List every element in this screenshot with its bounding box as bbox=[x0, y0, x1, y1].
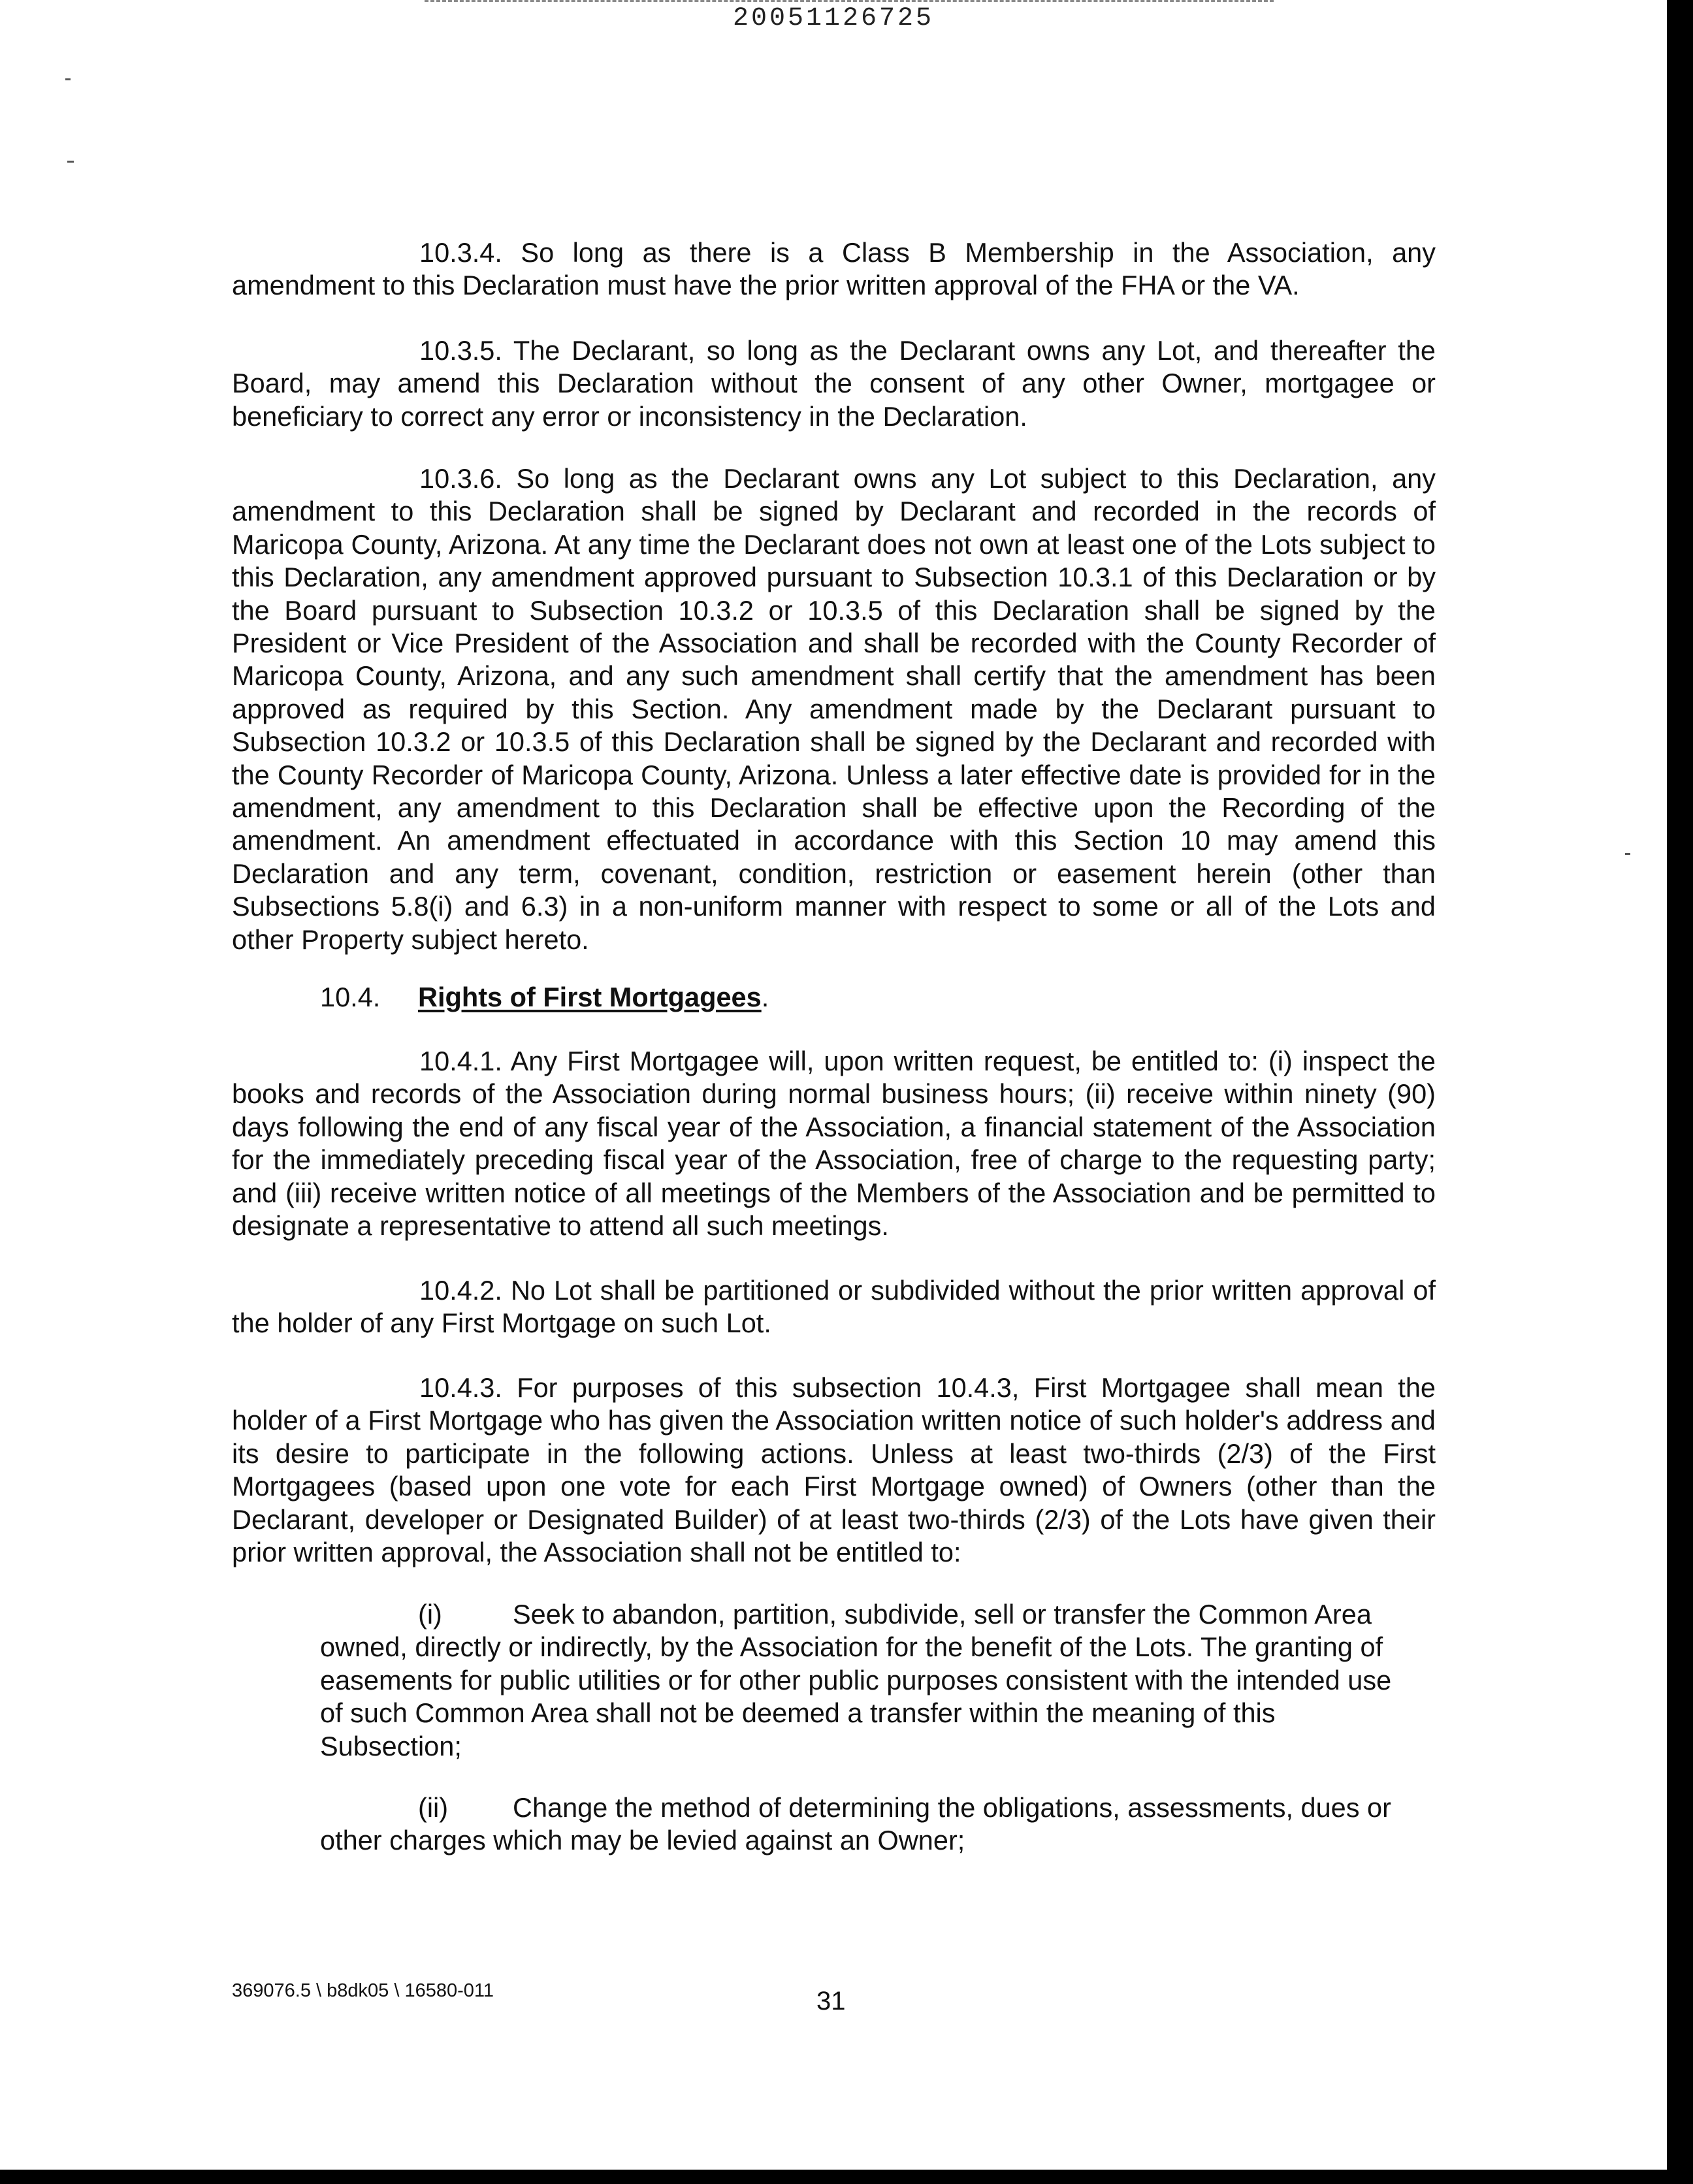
scan-edge-bottom bbox=[0, 2170, 1693, 2184]
section-heading-trailing: . bbox=[761, 982, 769, 1012]
scan-edge-right bbox=[1667, 0, 1693, 2184]
subitem-ii-label: (ii) bbox=[418, 1792, 449, 1823]
page-number: 31 bbox=[816, 1987, 846, 2015]
paragraph-10-4-2: 10.4.2. No Lot shall be partitioned or subdivided without the prior written approval of the holder of any First Mortgage on such Lot. bbox=[232, 1275, 1436, 1339]
subitem-i bbox=[320, 1598, 1414, 1763]
paragraph-10-4-1: 10.4.1. Any First Mortgagee will, upon written request, be entitled to: (i) inspect the books and records of the Association during normal business hours; (ii) receive within ninety (90) days following the end of any fiscal year of the Association, a financial statement of the Association for the immediately preceding fiscal year of the Association, free of charge to the requesting party; and (iii) receive written notice of all meetings of the Members of the Association and be permitted to designate a representative to attend all such meetings. bbox=[232, 1046, 1436, 1242]
footer-document-id: 369076.5 \ b8dk05 \ 16580-011 bbox=[232, 1980, 494, 2001]
subitem-ii bbox=[320, 1791, 1414, 1857]
scan-speck bbox=[1625, 853, 1630, 855]
recording-number: 20051126725 bbox=[732, 4, 935, 33]
scan-speck bbox=[65, 78, 71, 80]
paragraph-10-3-4: 10.3.4. So long as there is a Class B Membership in the Association, any amendment to this Declaration must have the prior written approval of the FHA or the VA. bbox=[232, 237, 1436, 301]
subitem-ii-text: Change the method of determining the obligations, assessments, dues or other charges which may be levied against an Owner; bbox=[320, 1792, 1391, 1856]
paragraph-10-3-6: 10.3.6. So long as the Declarant owns any Lot subject to this Declaration, any amendment to this Declaration shall be signed by Declarant and recorded in the records of Maricopa County, Arizona. At any time the Declarant does not own at least one of the Lots subject to this Declaration, any amendment approved pursuant to Subsection 10.3.1 of this Declaration or by the Board pursuant to Subsection 10.3.2 or 10.3.5 of this Declaration shall be signed by the President or Vice President of the Association and shall be recorded with the County Recorder of Maricopa County, Arizona, and any such amendment shall certify that the amendment has been approved as required by this Section. Any amendment made by the Declarant pursuant to Subsection 10.3.2 or 10.3.5 of this Declaration shall be signed by the Declarant and recorded with the County Recorder of Maricopa County, Arizona. Unless a later effective date is provided for in the amendment, any amendment to this Declaration shall be effective upon the Recording of the amendment. An amendment effectuated in accordance with this Section 10 may amend this Declaration and any term, covenant, condition, restriction or easement herein (other than Subsections 5.8(i) and 6.3) in a non-uniform manner with respect to some or all of the Lots and other Property subject hereto. bbox=[232, 463, 1436, 955]
scan-speck bbox=[67, 161, 74, 163]
subitem-i-text: Seek to abandon, partition, subdivide, sell or transfer the Common Area owned, directly or indirectly, by the Association for the benefit of the Lots. The granting of easements for public utilities or for other public purposes consistent with the intended use of such Common Area shall not be deemed a transfer within the meaning of this Subsection; bbox=[320, 1599, 1392, 1761]
paragraph-10-3-5: 10.3.5. The Declarant, so long as the Declarant owns any Lot, and thereafter the Board, may amend this Declaration without the consent of any other Owner, mortgagee or beneficiary to correct any error or inconsistency in the Declaration. bbox=[232, 335, 1436, 432]
paragraph-10-4-3: 10.4.3. For purposes of this subsection 10.4.3, First Mortgagee shall mean the holder of a First Mortgage who has given the Association written notice of such holder's address and its desire to participate in the following actions. Unless at least two-thirds (2/3) of the First Mortgagees (based upon one vote for each First Mortgage owned) of Owners (other than the Declarant, developer or Designated Builder) of at least two-thirds (2/3) of the Lots have given their prior written approval, the Association shall not be entitled to: bbox=[232, 1372, 1436, 1568]
subitem-i-label: (i) bbox=[418, 1599, 442, 1630]
section-heading-number: 10.4. bbox=[320, 982, 381, 1012]
section-heading-title: Rights of First Mortgagees bbox=[418, 982, 762, 1012]
section-heading bbox=[320, 981, 769, 1014]
